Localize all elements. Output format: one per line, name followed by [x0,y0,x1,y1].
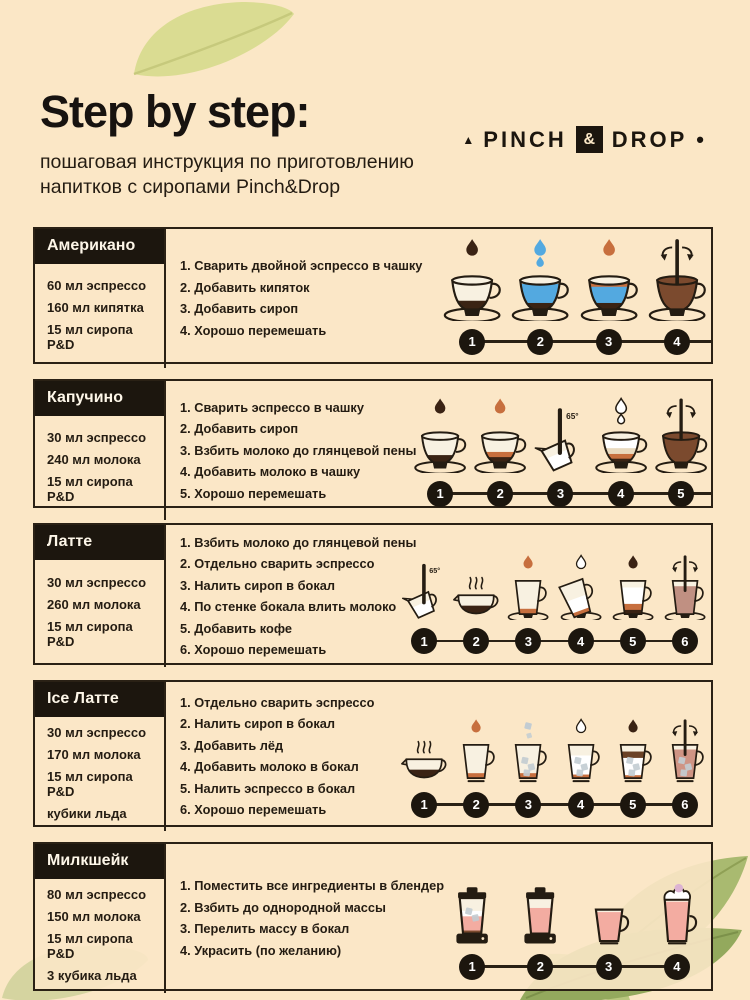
step-progress-row [398,329,711,355]
step-circle: 5 [620,628,646,654]
ingredient-item: 30 мл эспрессо [47,575,147,591]
step-progress-row [398,954,711,980]
step-progress-row [398,481,711,507]
step-circle: 5 [668,481,694,507]
cup-stir-icon [643,235,711,321]
step-item: 3. Добавить сироп [180,301,299,317]
milkshake-glass-icon [575,860,643,946]
subtitle-line-1: пошаговая инструкция по приготовлению [40,151,414,173]
step-item: 2. Взбить до однородной массы [180,899,386,915]
step-circle: 1 [459,954,485,980]
step-item: 2. Добавить кипяток [180,279,310,295]
ingredients-column [35,844,166,993]
step-item: 3. Налить сироп в бокал [180,577,335,593]
drink-section-latte [33,523,713,665]
glass-stir-icon [659,534,711,620]
step-circle: 5 [620,792,646,818]
ingredient-item: 15 мл сиропа P&D [47,930,133,961]
blender-blended-icon [506,860,574,946]
step-circle: 4 [568,628,594,654]
step-item: 1. Сварить эспрессо в чашку [180,399,364,415]
step-icons-row [398,534,711,620]
step-item: 3. Взбить молоко до глянцевой пены [180,442,417,458]
icons-column [398,682,711,831]
step-circle: 3 [515,792,541,818]
step-circle: 6 [672,792,698,818]
glass-syrup-icon [450,698,502,784]
leaf-decoration-top-left [126,0,298,78]
step-circle: 6 [672,628,698,654]
coffee-server-icon [398,698,450,784]
drink-name-label: Ice Латте [35,682,164,717]
triangle-icon: ▲ [462,132,475,147]
step-circle: 4 [608,481,634,507]
drink-name-label: Американо [35,229,164,264]
steps-list [166,525,417,668]
ingredient-item: 240 мл молока [47,451,141,467]
blender-ingredients-icon [438,860,506,946]
step-circle: 3 [547,481,573,507]
subtitle-line-2: напитков с сиропами Pinch&Drop [40,176,341,199]
progress-line [472,340,677,343]
recipe-sections [33,227,713,991]
step-icons-row [398,235,711,321]
step-item: 2. Добавить сироп [180,421,299,437]
brand-word-drop: DROP [611,126,688,152]
step-circle: 4 [664,329,690,355]
steps-list [166,844,445,993]
step-circle: 1 [411,792,437,818]
step-circle: 2 [527,954,553,980]
step-item: 6. Хорошо перемешать [180,802,327,818]
icons-column [398,229,711,368]
ingredient-item: 15 мл сиропа P&D [47,473,133,504]
step-item: 4. Добавить молоко в чашку [180,464,361,480]
cup-syrup-icon [470,387,530,473]
glass-milk-ice-icon [555,698,607,784]
step-progress-row [398,628,711,654]
page-subtitle [40,150,750,201]
step-item: 1. Поместить все ингредиенты в блендер [180,878,445,894]
drink-name-label: Милкшейк [35,844,164,879]
glass-syrup-icon [502,534,554,620]
step-item: 4. Добавить молоко в бокал [180,759,359,775]
step-circle: 1 [427,481,453,507]
step-circle: 2 [463,628,489,654]
glass-stir-ice-icon [659,698,711,784]
svg-text:65°: 65° [566,411,580,421]
espresso-cup-icon [410,387,470,473]
ingredients-column [35,381,166,520]
milk-pitcher-65-icon [398,534,450,620]
step-item: 4. Хорошо перемешать [180,322,327,338]
step-circle: 3 [596,329,622,355]
progress-line [472,965,677,968]
step-circle: 1 [411,628,437,654]
ingredient-item: 3 кубика льда [47,967,137,983]
coffee-server-icon [450,534,502,620]
ingredients-column [35,229,166,368]
steps-list [166,229,423,368]
step-item: 5. Хорошо перемешать [180,485,327,501]
step-item: 4. По стенке бокала влить молоко [180,599,397,615]
cup-syrup-icon [575,235,643,321]
ingredients-list [35,560,164,668]
step-item: 2. Отдельно сварить эспрессо [180,556,375,572]
ingredient-item: 170 мл молока [47,746,141,762]
brand-word-pinch: PINCH [483,126,567,152]
step-circle: 3 [596,954,622,980]
step-circle: 1 [459,329,485,355]
step-progress-row [398,792,711,818]
ampersand-badge: & [576,126,603,153]
milk-pitcher-65-icon [530,387,590,473]
drink-section-americano [33,227,713,364]
ingredient-item: 80 мл эспрессо [47,886,147,902]
ingredients-list [35,717,164,831]
step-circle: 2 [463,792,489,818]
ingredient-item: 15 мл сиропа P&D [47,768,133,799]
step-icons-row [398,387,711,473]
step-item: 6. Хорошо перемешать [180,642,327,658]
step-item: 2. Налить сироп в бокал [180,716,335,732]
drink-section-ice-latte [33,680,713,827]
step-item: 1. Отдельно сварить эспрессо [180,694,375,710]
step-item: 1. Сварить двойной эспрессо в чашку [180,258,423,274]
ingredient-item: 15 мл сиропа P&D [47,619,133,650]
glass-pour-milk-icon [555,534,607,620]
drink-section-cappuccino [33,379,713,508]
ingredient-item: 15 мл сиропа P&D [47,321,133,352]
steps-list [166,682,398,831]
ingredient-item: 60 мл эспрессо [47,277,147,293]
step-circle: 4 [664,954,690,980]
step-item: 5. Налить эспрессо в бокал [180,780,356,796]
ingredients-column [35,525,166,668]
ingredient-item: 260 мл молока [47,597,141,613]
icons-column [398,381,711,520]
page-title: Step by step: [40,86,310,137]
bullet-icon: • [696,126,704,152]
step-item: 3. Перелить массу в бокал [180,921,350,937]
cup-milk-foam-icon [591,387,651,473]
cup-stir-icon [651,387,711,473]
ingredients-list [35,416,164,520]
cup-hot-water-icon [506,235,574,321]
step-icons-row [398,698,711,784]
ingredients-list [35,264,164,368]
step-circle: 4 [568,792,594,818]
ingredient-item: 30 мл эспрессо [47,429,147,445]
step-item: 5. Добавить кофе [180,620,292,636]
ingredient-item: 150 мл молока [47,908,141,924]
drink-name-label: Латте [35,525,164,560]
ingredient-item: 160 мл кипятка [47,299,144,315]
milkshake-glass-cream-icon [643,860,711,946]
drink-name-label: Капучино [35,381,164,416]
ingredients-list [35,879,164,993]
steps-list [166,381,417,520]
glass-ice-icon [502,698,554,784]
icons-column [398,844,711,993]
step-circle: 2 [487,481,513,507]
drink-section-milkshake [33,842,713,991]
ingredient-item: 30 мл эспрессо [47,724,147,740]
brand-logo [462,126,704,153]
icons-column [398,525,711,668]
espresso-cup-icon [438,235,506,321]
glass-add-coffee-icon [607,534,659,620]
svg-text:65°: 65° [429,567,441,576]
step-item: 4. Украсить (по желанию) [180,942,342,958]
step-icons-row [398,860,711,946]
glass-espresso-ice-icon [607,698,659,784]
step-circle: 3 [515,628,541,654]
step-item: 3. Добавить лёд [180,737,284,753]
step-item: 1. Взбить молоко до глянцевой пены [180,534,417,550]
ingredients-column [35,682,166,831]
ingredient-item: кубики льда [47,805,127,821]
step-circle: 2 [527,329,553,355]
